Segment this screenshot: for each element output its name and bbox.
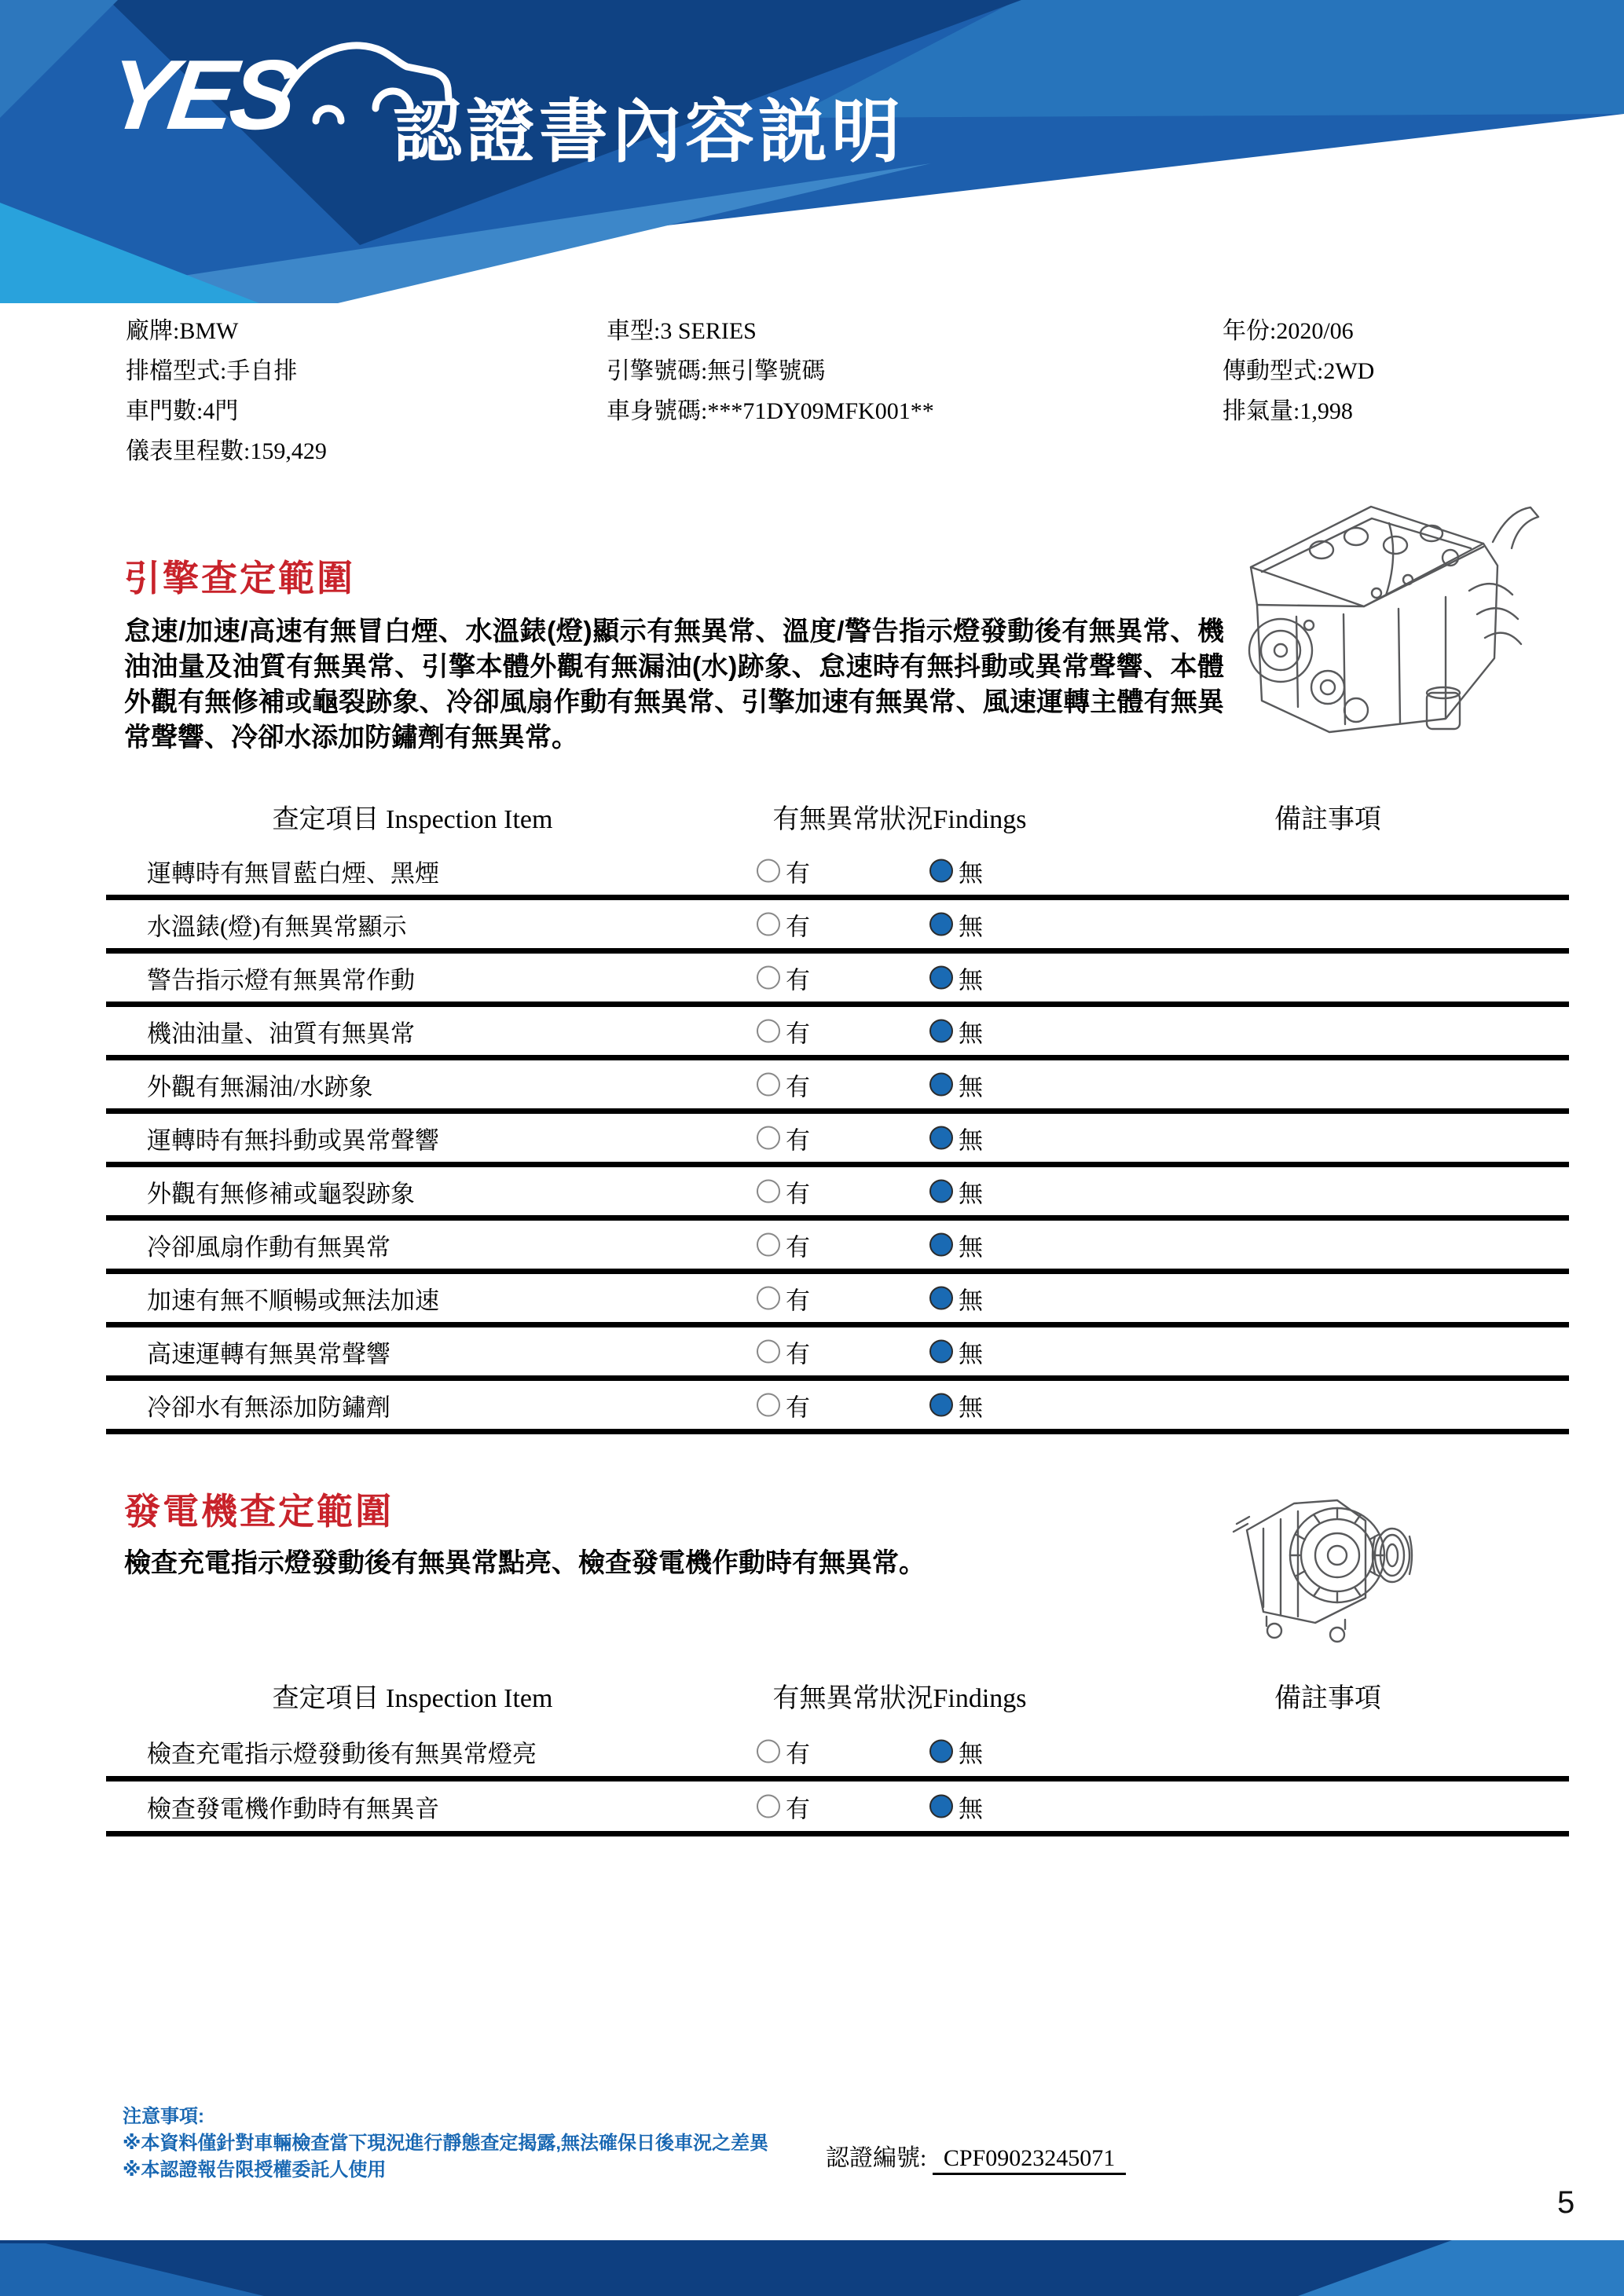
radio-circle-icon <box>929 859 953 883</box>
column-header-notes: 備註事項 <box>1274 805 1381 834</box>
finding-yes-label: 有 <box>786 1126 810 1154</box>
notes-cell <box>1190 1167 1505 1215</box>
finding-yes-label: 有 <box>786 1795 810 1822</box>
radio-circle-icon <box>757 1287 780 1310</box>
finding-no-label: 無 <box>959 1393 983 1421</box>
finding-yes-radio[interactable] <box>757 1734 810 1769</box>
page-number: 5 <box>1557 2185 1575 2220</box>
engine-inspection-table <box>106 793 1569 1434</box>
notes-cell <box>1190 1221 1505 1269</box>
finding-yes-radio[interactable] <box>757 1280 810 1316</box>
radio-circle-icon <box>757 1073 780 1097</box>
engine-section-title: 引擎查定範圍 <box>124 558 355 599</box>
inspection-item-label: 水溫錶(燈)有無異常顯示 <box>147 913 407 940</box>
radio-circle-icon <box>757 1740 780 1763</box>
column-header-notes: 備註事項 <box>1274 1684 1381 1713</box>
radio-circle-icon <box>757 1340 780 1364</box>
engine-illustration <box>1210 448 1548 762</box>
table-row <box>106 1727 1569 1782</box>
finding-yes-label: 有 <box>786 966 810 994</box>
finding-no-label: 無 <box>959 1073 983 1100</box>
radio-circle-icon <box>757 1393 780 1417</box>
finding-no-label: 無 <box>959 1180 983 1207</box>
column-header-findings: 有無異常狀況Findings <box>772 1684 1027 1713</box>
finding-yes-label: 有 <box>786 913 810 940</box>
alternator-inspection-table <box>106 1672 1569 1836</box>
notes-cell <box>1190 1114 1505 1162</box>
finding-yes-label: 有 <box>786 1287 810 1314</box>
finding-yes-label: 有 <box>786 1393 810 1421</box>
finding-yes-radio[interactable] <box>757 960 810 995</box>
finding-yes-radio[interactable] <box>757 1227 810 1262</box>
table-row <box>106 847 1569 900</box>
vehicle-door-count: 車門數:4門 <box>126 398 239 424</box>
finding-no-label: 無 <box>959 1233 983 1261</box>
finding-yes-label: 有 <box>786 1020 810 1047</box>
radio-circle-icon <box>929 1340 953 1364</box>
alternator-section-title: 發電機查定範圍 <box>124 1491 394 1532</box>
finding-no-radio[interactable] <box>929 1120 983 1155</box>
finding-yes-label: 有 <box>786 1233 810 1261</box>
vehicle-info-column-3 <box>1223 311 1374 431</box>
inspection-item-label: 外觀有無漏油/水跡象 <box>147 1073 373 1100</box>
finding-yes-radio[interactable] <box>757 1013 810 1049</box>
inspection-item-label: 冷卻風扇作動有無異常 <box>147 1233 390 1261</box>
column-header-item: 查定項目 Inspection Item <box>272 805 553 834</box>
table-row <box>106 1114 1569 1167</box>
notes-cell <box>1190 847 1505 895</box>
table-row <box>106 900 1569 954</box>
finding-no-label: 無 <box>959 1126 983 1154</box>
finding-no-radio[interactable] <box>929 1387 983 1423</box>
vehicle-displacement: 排氣量:1,998 <box>1223 398 1353 424</box>
vehicle-brand: 廠牌:BMW <box>126 318 239 344</box>
notes-cell <box>1190 1782 1505 1831</box>
engine-section-description: 怠速/加速/高速有無冒白煙、水溫錶(燈)顯示有無異常、溫度/警告指示燈發動後有無異常、機油油量及油質有無異常、引擎本體外觀有無漏油(水)跡象、怠速時有無抖動或異常聲響、本體外觀有無修補或龜裂跡象、冷卻風扇作動有無異常、引擎加速有無異常、風速運轉主體有無異常聲響、冷卻水添加防鏽劑有無異常。 <box>124 617 1224 753</box>
finding-no-label: 無 <box>959 1020 983 1047</box>
notice-line-1: ※本資料僅針對車輛檢查當下現況進行靜態查定揭露,無法確保日後車況之差異 <box>123 2133 768 2154</box>
notes-cell <box>1190 1727 1505 1776</box>
radio-circle-icon <box>757 1180 780 1203</box>
table-row <box>106 1060 1569 1114</box>
radio-circle-icon <box>929 1795 953 1818</box>
vehicle-model: 車型:3 SERIES <box>607 318 757 344</box>
finding-no-radio[interactable] <box>929 1227 983 1262</box>
radio-circle-icon <box>757 859 780 883</box>
notice-line-2: ※本認證報告限授權委託人使用 <box>123 2159 387 2181</box>
finding-yes-radio[interactable] <box>757 1174 810 1209</box>
table-row <box>106 954 1569 1007</box>
finding-yes-radio[interactable] <box>757 853 810 888</box>
finding-yes-label: 有 <box>786 859 810 887</box>
column-header-findings: 有無異常狀況Findings <box>772 805 1027 834</box>
radio-circle-icon <box>929 966 953 990</box>
notes-cell <box>1190 1007 1505 1055</box>
inspection-item-label: 運轉時有無抖動或異常聲響 <box>147 1126 439 1154</box>
table-row <box>106 1167 1569 1221</box>
vehicle-odometer: 儀表里程數:159,429 <box>126 438 327 464</box>
radio-circle-icon <box>757 1020 780 1043</box>
finding-no-label: 無 <box>959 1287 983 1314</box>
notes-cell <box>1190 954 1505 1002</box>
inspection-item-label: 外觀有無修補或龜裂跡象 <box>147 1180 415 1207</box>
finding-yes-radio[interactable] <box>757 1334 810 1369</box>
inspection-item-label: 高速運轉有無異常聲響 <box>147 1340 390 1368</box>
notes-cell <box>1190 1060 1505 1108</box>
finding-no-label: 無 <box>959 859 983 887</box>
finding-no-label: 無 <box>959 1740 983 1767</box>
radio-circle-icon <box>757 1126 780 1150</box>
finding-yes-label: 有 <box>786 1073 810 1100</box>
column-header-item: 查定項目 Inspection Item <box>272 1684 553 1713</box>
finding-no-label: 無 <box>959 966 983 994</box>
radio-circle-icon <box>757 966 780 990</box>
finding-no-radio[interactable] <box>929 960 983 995</box>
inspection-item-label: 警告指示燈有無異常作動 <box>147 966 415 994</box>
notes-cell <box>1190 1274 1505 1322</box>
finding-no-label: 無 <box>959 913 983 940</box>
inspection-item-label: 加速有無不順暢或無法加速 <box>147 1287 439 1314</box>
notes-cell <box>1190 1327 1505 1375</box>
logo-yes-text: YES <box>101 39 301 150</box>
finding-yes-label: 有 <box>786 1740 810 1767</box>
finding-yes-radio[interactable] <box>757 1067 810 1102</box>
notes-cell <box>1190 1381 1505 1429</box>
table-row <box>106 1327 1569 1381</box>
radio-circle-icon <box>929 1233 953 1257</box>
vehicle-year: 年份:2020/06 <box>1223 318 1354 344</box>
finding-no-radio[interactable] <box>929 1174 983 1209</box>
finding-yes-radio[interactable] <box>757 1789 810 1824</box>
finding-yes-radio[interactable] <box>757 1387 810 1423</box>
vehicle-info-column-1 <box>126 311 327 471</box>
finding-no-radio[interactable] <box>929 1067 983 1102</box>
vehicle-drive-type: 傳動型式:2WD <box>1223 358 1375 384</box>
page-title: 認證書內容説明 <box>393 93 905 170</box>
radio-circle-icon <box>929 1180 953 1203</box>
alternator-illustration <box>1219 1474 1432 1650</box>
radio-circle-icon <box>929 1073 953 1097</box>
vehicle-info-column-2 <box>607 311 934 431</box>
certificate-number-label: 認證編號: <box>826 2145 927 2171</box>
inspection-item-label: 機油油量、油質有無異常 <box>147 1020 415 1047</box>
radio-circle-icon <box>929 1126 953 1150</box>
finding-yes-label: 有 <box>786 1180 810 1207</box>
table-row <box>106 1274 1569 1327</box>
finding-no-radio[interactable] <box>929 1334 983 1369</box>
notice-title: 注意事項: <box>123 2106 204 2127</box>
finding-no-label: 無 <box>959 1795 983 1822</box>
finding-no-radio[interactable] <box>929 1789 983 1824</box>
table-row <box>106 1782 1569 1836</box>
finding-no-radio[interactable] <box>929 1734 983 1769</box>
radio-circle-icon <box>929 1393 953 1417</box>
footer-banner <box>0 2240 1624 2296</box>
certificate-number-value: CPF09023245071 <box>933 2145 1126 2175</box>
finding-yes-label: 有 <box>786 1340 810 1368</box>
finding-yes-radio[interactable] <box>757 906 810 942</box>
radio-circle-icon <box>757 913 780 936</box>
table-row <box>106 1221 1569 1274</box>
certificate-number-block <box>826 2138 1126 2173</box>
notes-cell <box>1190 900 1505 948</box>
finding-no-radio[interactable] <box>929 853 983 888</box>
radio-circle-icon <box>929 1287 953 1310</box>
alternator-section-description: 檢查充電指示燈發動後有無異常點亮、檢查發電機作動時有無異常。 <box>124 1548 926 1578</box>
inspection-item-label: 冷卻水有無添加防鏽劑 <box>147 1393 390 1421</box>
radio-circle-icon <box>757 1233 780 1257</box>
finding-no-radio[interactable] <box>929 1013 983 1049</box>
finding-no-radio[interactable] <box>929 1280 983 1316</box>
notice-block <box>123 2104 768 2184</box>
vehicle-transmission-type: 排檔型式:手自排 <box>126 358 298 384</box>
radio-circle-icon <box>929 913 953 936</box>
vehicle-engine-number: 引擎號碼:無引擎號碼 <box>607 358 826 384</box>
inspection-item-label: 檢查發電機作動時有無異音 <box>147 1795 439 1822</box>
table-row <box>106 1007 1569 1060</box>
radio-circle-icon <box>757 1795 780 1818</box>
finding-no-radio[interactable] <box>929 906 983 942</box>
finding-yes-radio[interactable] <box>757 1120 810 1155</box>
finding-no-label: 無 <box>959 1340 983 1368</box>
table-header-row <box>106 1672 1569 1727</box>
inspection-item-label: 運轉時有無冒藍白煙、黑煙 <box>147 859 439 887</box>
radio-circle-icon <box>929 1020 953 1043</box>
table-row <box>106 1381 1569 1434</box>
table-header-row <box>106 793 1569 847</box>
radio-circle-icon <box>929 1740 953 1763</box>
inspection-item-label: 檢查充電指示燈發動後有無異常燈亮 <box>147 1740 537 1767</box>
vehicle-vin: 車身號碼:***71DY09MFK001** <box>607 398 934 424</box>
